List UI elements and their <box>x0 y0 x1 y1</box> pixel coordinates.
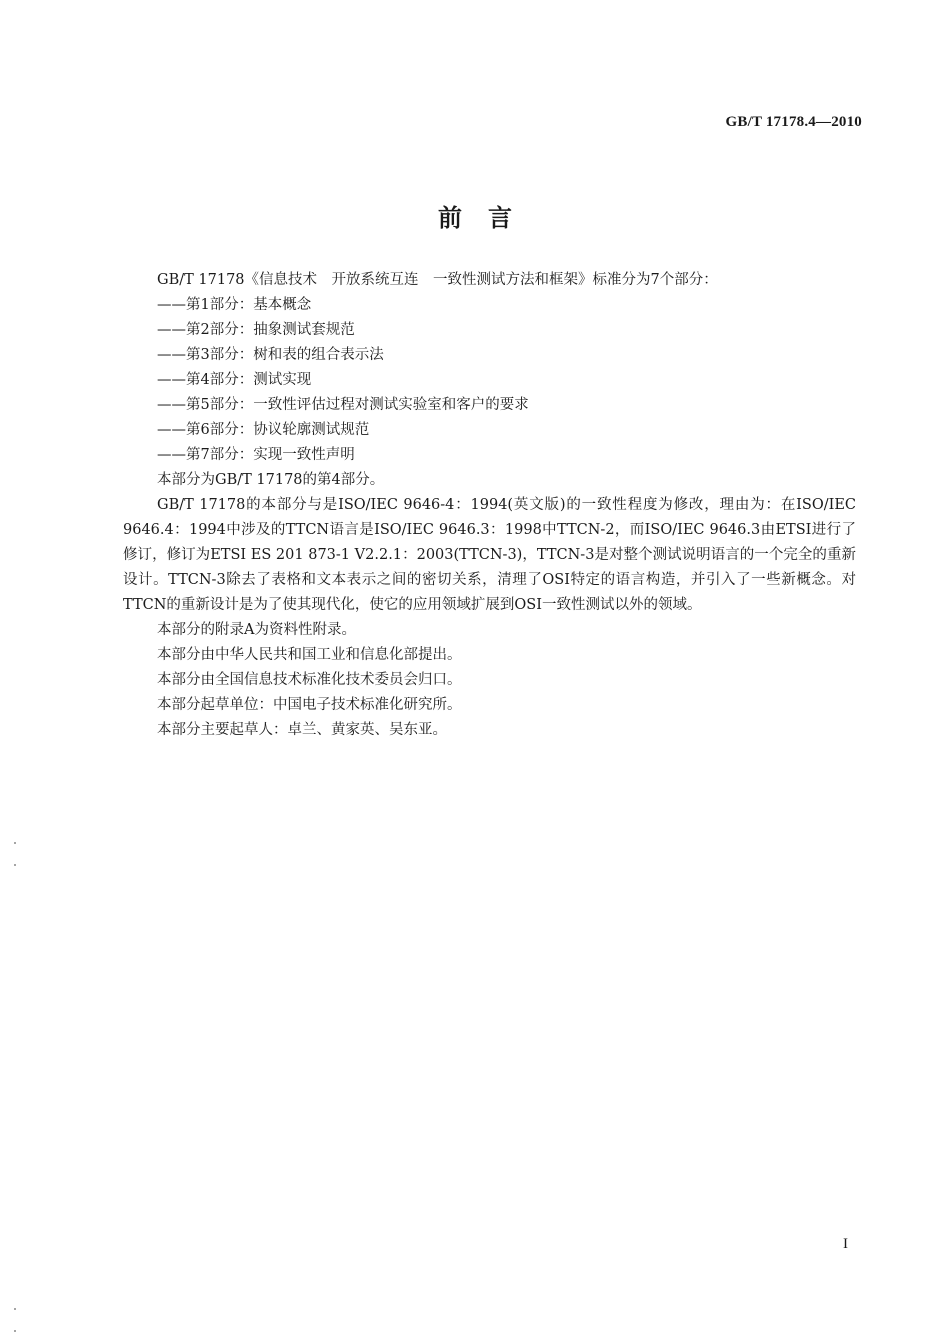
part-list-item: ——第1部分：基本概念 <box>157 297 312 313</box>
part-list-item: ——第6部分：协议轮廓测试规范 <box>157 422 370 438</box>
scan-artifact <box>14 1330 16 1332</box>
part-list-item: ——第5部分：一致性评估过程对测试实验室和客户的要求 <box>157 397 529 413</box>
annex-paragraph: 本部分的附录A为资料性附录。 <box>157 622 356 638</box>
part-list-item: ——第2部分：抽象测试套规范 <box>157 322 355 338</box>
committee-paragraph: 本部分由全国信息技术标准化技术委员会归口。 <box>157 672 462 688</box>
foreword-body <box>123 268 856 743</box>
scan-artifact <box>14 842 16 844</box>
intro-paragraph: GB/T 17178《信息技术 开放系统互连 一致性测试方法和框架》标准分为7个部分： <box>157 272 718 288</box>
drafters-paragraph: 本部分主要起草人：卓兰、黄家英、吴东亚。 <box>157 722 447 738</box>
part-list-item: ——第4部分：测试实现 <box>157 372 312 388</box>
page-number: I <box>843 1236 848 1252</box>
page-title: 前言 <box>438 204 538 232</box>
scan-artifact <box>14 864 16 866</box>
proposer-paragraph: 本部分由中华人民共和国工业和信息化部提出。 <box>157 647 462 663</box>
standard-code: GB/T 17178.4—2010 <box>725 114 862 130</box>
modification-paragraph: GB/T 17178的本部分与是ISO/IEC 9646-4：1994(英文版)的一致性程度为修改，理由为：在ISO/IEC 9646.4：1994中涉及的TTCN语言是ISO/IEC 9646.3：1998中TTCN-2，而ISO/IEC 9646.3由ETSI进行了修订，修订为ETSI ES 201 873-1 V2.2.1：2003(TTCN-3)，TTCN-3是对整个测试说明语言的一个完全的重新设计。TTCN-3除去了表格和文本表示之间的密切关系，清理了OSI特定的语言构造，并引入了一些新概念。对TTCN的重新设计是为了使其现代化，使它的应用领域扩展到OSI一致性测试以外的领域。 <box>123 497 856 613</box>
scan-artifact <box>14 1308 16 1310</box>
part-list-item: ——第7部分：实现一致性声明 <box>157 447 355 463</box>
part-list-item: ——第3部分：树和表的组合表示法 <box>157 347 384 363</box>
drafting-unit-paragraph: 本部分起草单位：中国电子技术标准化研究所。 <box>157 697 462 713</box>
this-part-paragraph: 本部分为GB/T 17178的第4部分。 <box>157 472 385 488</box>
